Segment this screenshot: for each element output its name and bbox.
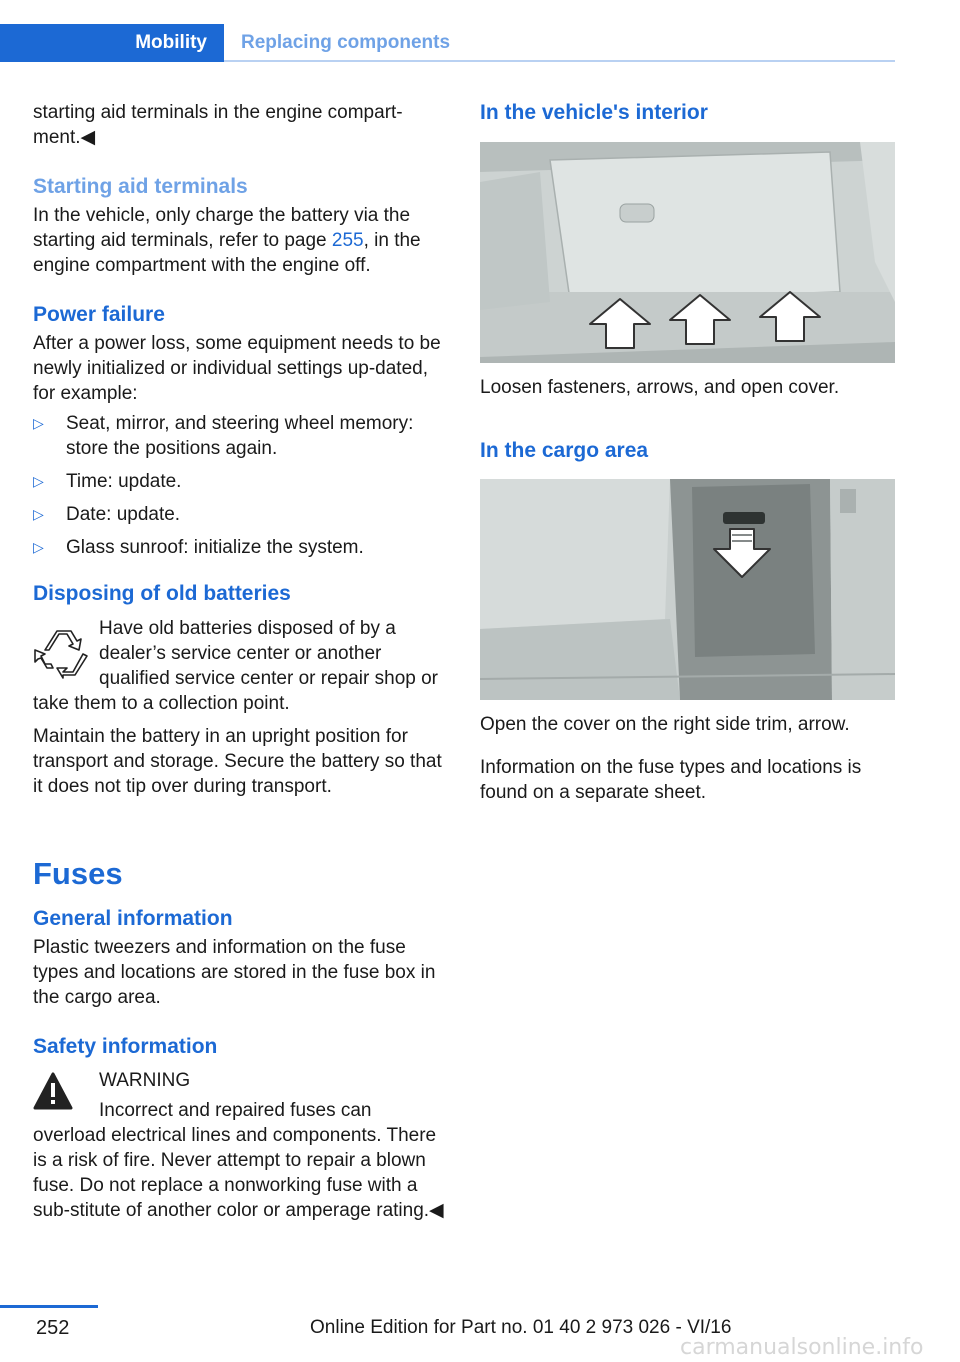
left-column [33, 100, 449, 1223]
interior-heading: In the vehicle's interior [480, 101, 708, 124]
power-failure-list [33, 411, 449, 560]
power-failure-heading: Power failure [33, 303, 165, 326]
starting-aid-text-before: In the vehicle, only charge the battery via the starting aid terminals, refer to page [33, 205, 411, 251]
recycle-icon [33, 622, 99, 682]
starting-aid-text [33, 203, 449, 278]
page-number: 252 [36, 1317, 70, 1339]
footer-edition: Online Edition for Part no. 01 40 2 973 026 - VI/16 [310, 1317, 732, 1338]
safety-information-heading: Safety information [33, 1035, 218, 1058]
intro-text: starting aid terminals in the engine compart‐ment.◀ [33, 102, 403, 148]
disposing-heading: Disposing of old batteries [33, 582, 291, 605]
header-rule [224, 60, 895, 62]
cargo-heading: In the cargo area [480, 439, 649, 462]
glovebox-fuse-photo [480, 142, 895, 363]
warning-block [33, 1068, 449, 1223]
triangle-right-icon: ▷ [33, 539, 44, 555]
warning-text: Incorrect and repaired fuses can overload electrical lines and components. There is a risk of fire. Never attempt to repair a blown fuse. Do not replace a nonworking fuse with a sub‐stitute of another color or amperage rating.◀ [33, 1100, 444, 1221]
tab-mobility[interactable]: Mobility [0, 24, 224, 62]
header-tabbar [0, 24, 895, 62]
list-item: ▷ Glass sunroof: initialize the system. [33, 537, 364, 558]
interior-caption: Loosen fasteners, arrows, and open cover. [480, 377, 840, 398]
list-item: ▷ Seat, mirror, and steering wheel memory: store the positions again. [33, 413, 414, 459]
cargo-caption: Open the cover on the right side trim, arrow. [480, 714, 850, 735]
starting-aid-heading: Starting aid terminals [33, 175, 248, 198]
power-failure-text: After a power loss, some equipment needs to be newly initialized or individual settings up‐dated, for example: [33, 333, 441, 404]
cargo-trim-photo [480, 479, 895, 700]
page-link-255[interactable]: 255 [331, 230, 364, 251]
triangle-right-icon: ▷ [33, 473, 44, 489]
right-column [480, 100, 896, 805]
watermark: carmanualsonline.info [680, 1335, 924, 1360]
triangle-right-icon: ▷ [33, 506, 44, 522]
list-item: ▷ Time: update. [33, 471, 182, 492]
warning-triangle-icon [33, 1070, 99, 1116]
fuses-heading: Fuses [33, 856, 123, 891]
triangle-right-icon: ▷ [33, 415, 44, 431]
warning-label: WARNING [99, 1070, 191, 1091]
list-item: ▷ Date: update. [33, 504, 181, 525]
disposing-text-2: Maintain the battery in an upright position for transport and storage. Secure the battery so that it does not tip over during transport. [33, 726, 442, 797]
tab-replacing-components[interactable]: Replacing components [241, 32, 451, 53]
disposing-text: Have old batteries disposed of by a dealer’s service center or another qualified service center or repair shop or take them to a collection point. [33, 618, 439, 714]
cargo-text: Information on the fuse types and locations is found on a separate sheet. [480, 757, 862, 803]
disposing-block [33, 616, 449, 716]
starting-aid-text-after: , in the engine compartment with the engine off. [33, 230, 421, 276]
page-number-rule [0, 1305, 98, 1308]
general-information-heading: General information [33, 907, 233, 930]
general-information-text: Plastic tweezers and information on the fuse types and locations are stored in the fuse box in the cargo area. [33, 937, 436, 1008]
